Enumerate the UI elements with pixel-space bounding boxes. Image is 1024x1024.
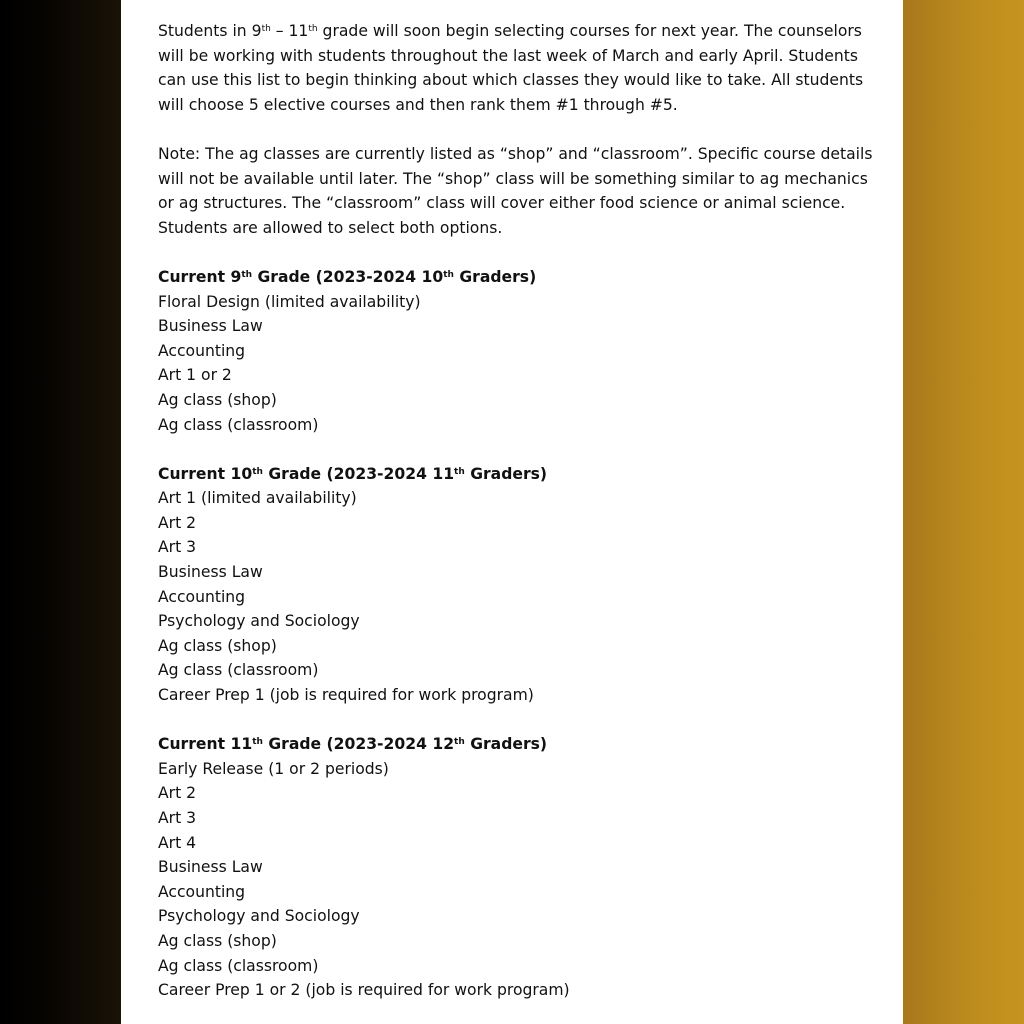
heading-text-part: Graders) — [453, 267, 537, 286]
course-item: Business Law — [158, 317, 263, 336]
heading-text-part: Current 11 — [158, 735, 253, 754]
course-item: Accounting — [158, 882, 246, 901]
section-heading — [158, 462, 888, 487]
course-item: Art 4 — [158, 833, 197, 852]
intro-text-part: grade will soon begin selecting courses for next year. The counselors will be working with students throughout the last week of March and early April. Students can use this list to begin thinking about which classes they would like to take. All students will choose 5 elective courses and then rank them #1 through #5. — [158, 22, 864, 114]
course-item: Art 2 — [158, 513, 197, 532]
course-item: Art 3 — [158, 809, 197, 827]
course-item: Art 1 or 2 — [158, 366, 232, 385]
right-decorative-band — [903, 0, 1024, 1024]
document-content — [158, 19, 888, 1024]
course-item: Ag class (classroom) — [158, 415, 319, 434]
course-item: Career Prep 1 or 2 (job is required for work program) — [158, 981, 570, 1000]
section-grade-9 — [158, 265, 888, 437]
course-item: Accounting — [158, 341, 246, 360]
course-item: Art 1 (limited availability) — [158, 489, 357, 508]
heading-text-part: Grade (2023-2024 11 — [262, 464, 455, 483]
document-page — [121, 0, 903, 1024]
heading-superscript: th — [443, 269, 454, 280]
section-grade-11 — [158, 732, 888, 1003]
heading-text-part: Current 9 — [158, 267, 242, 286]
heading-text-part: Current 10 — [158, 464, 253, 483]
course-item: Art 2 — [158, 784, 197, 803]
course-item: Psychology and Sociology — [158, 907, 360, 926]
heading-text-part: Grade (2023-2024 12 — [262, 735, 455, 754]
section-heading — [158, 732, 888, 757]
course-item: Ag class (shop) — [158, 636, 277, 655]
course-item: Accounting — [158, 587, 246, 606]
intro-paragraph — [158, 19, 888, 117]
course-item: Early Release (1 or 2 periods) — [158, 759, 389, 778]
intro-superscript: th — [308, 24, 318, 34]
heading-superscript: th — [454, 737, 465, 748]
heading-text-part: Grade (2023-2024 10 — [252, 267, 444, 286]
section-grade-10 — [158, 462, 888, 708]
heading-superscript: th — [252, 466, 263, 477]
course-item: Floral Design (limited availability) — [158, 292, 421, 311]
heading-superscript: th — [241, 269, 253, 280]
heading-superscript: th — [252, 737, 263, 748]
intro-superscript: th — [261, 24, 271, 34]
course-item: Ag class (classroom) — [158, 661, 319, 680]
course-item: Art 3 — [158, 538, 197, 557]
note-paragraph: Note: The ag classes are currently listed as “shop” and “classroom”. Specific course details will not be available until later. The “shop” class will be something similar to ag mechanics or ag structures. The “classroom” class will cover either food science or animal science. Students are allowed to select both options. — [158, 144, 873, 237]
intro-text-part: – 11 — [270, 22, 309, 40]
heading-text-part: Graders) — [464, 735, 548, 754]
course-item: Psychology and Sociology — [158, 612, 360, 631]
left-decorative-band — [0, 0, 121, 1024]
course-item: Business Law — [158, 858, 263, 877]
course-item: Ag class (classroom) — [158, 956, 319, 975]
course-item: Ag class (shop) — [158, 931, 277, 950]
section-heading — [158, 265, 888, 290]
heading-text-part: Graders) — [464, 464, 548, 483]
heading-superscript: th — [454, 466, 465, 477]
intro-text-part: Students in 9 — [158, 22, 262, 40]
course-item: Career Prep 1 (job is required for work program) — [158, 686, 534, 705]
course-item: Ag class (shop) — [158, 390, 277, 409]
course-item: Business Law — [158, 563, 263, 582]
